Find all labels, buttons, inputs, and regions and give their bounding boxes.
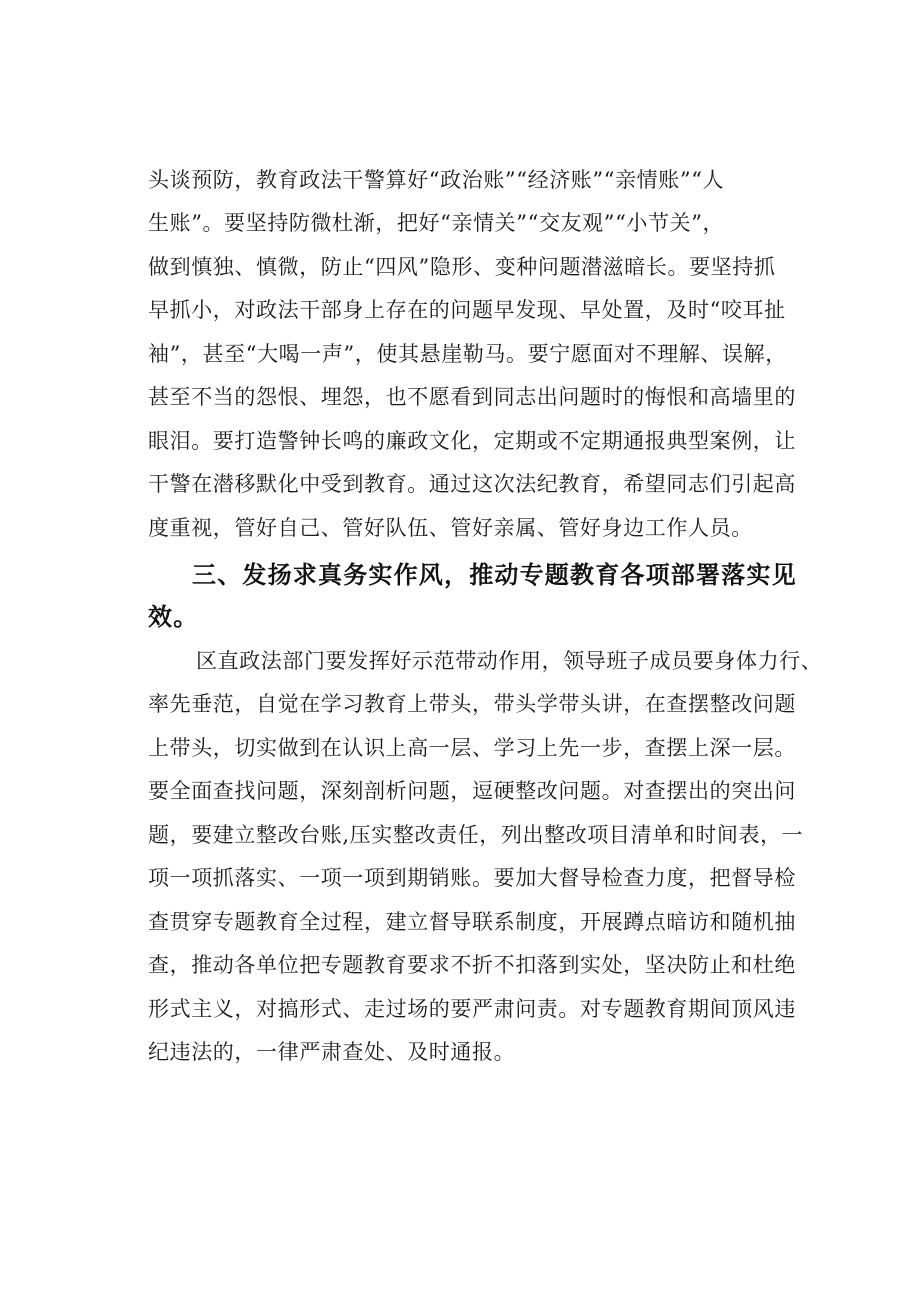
paragraph-1-line: 袖”，甚至“大喝一声”，使其悬崖勒马。要宁愿面对不理解、误解， (148, 342, 787, 366)
paragraph-1-line: 生账”。要坚持防微杜渐，把好“亲情关”“交友观”“小节关”， (148, 211, 725, 235)
paragraph-1-line: 干警在潜移默化中受到教育。通过这次法纪教育，希望同志们引起高 (148, 472, 796, 496)
paragraph-1-line: 度重视，管好自己、管好队伍、管好亲属、管好身边工作人员。 (148, 516, 753, 540)
section-heading-line: 三、发扬求真务实作风，推动专题教育各项部署落实见 (192, 561, 797, 589)
paragraph-1-line: 眼泪。要打造警钟长鸣的廉政文化，定期或不定期通报典型案例，让 (148, 429, 796, 453)
paragraph-1-line: 头谈预防，教育政法干警算好“政治账”“经济账”“亲情账”“人 (148, 168, 725, 192)
section-heading-line: 效。 (148, 603, 199, 631)
paragraph-1-line: 做到慎独、慎微，防止“四风”隐形、变种问题潜滋暗长。要坚持抓 (148, 255, 776, 279)
paragraph-2-line: 项一项抓落实、一项一项到期销账。要加大督导检查力度，把督导检 (148, 866, 796, 890)
paragraph-2-line: 查贯穿专题教育全过程，建立督导联系制度，开展蹲点暗访和随机抽 (148, 910, 796, 934)
paragraph-2-line: 率先垂范，自觉在学习教育上带头，带头学带头讲，在查摆整改问题 (148, 692, 796, 716)
paragraph-2-line: 纪违法的，一律严肃查处、及时通报。 (148, 1040, 516, 1064)
paragraph-2-line: 区直政法部门要发挥好示范带动作用，领导班子成员要身体力行、 (196, 649, 823, 673)
paragraph-2-line: 查，推动各单位把专题教育要求不折不扣落到实处，坚决防止和杜绝 (148, 953, 796, 977)
paragraph-2-line: 形式主义，对搞形式、走过场的要严肃问责。对专题教育期间顶风违 (148, 997, 796, 1021)
paragraph-2-line: 题，要建立整改台账,压实整改责任，列出整改项目清单和时间表，一 (148, 823, 804, 847)
paragraph-1-line: 甚至不当的怨恨、埋怨，也不愿看到同志出问题时的悔恨和高墙里的 (148, 385, 796, 409)
paragraph-2-line: 要全面查找问题，深刻剖析问题，逗硬整改问题。对查摆出的突出问 (148, 779, 796, 803)
paragraph-2-line: 上带头，切实做到在认识上高一层、学习上先一步，查摆上深一层。 (148, 736, 796, 760)
paragraph-1-line: 早抓小，对政法干部身上存在的问题早发现、早处置，及时“咬耳扯 (148, 298, 786, 322)
